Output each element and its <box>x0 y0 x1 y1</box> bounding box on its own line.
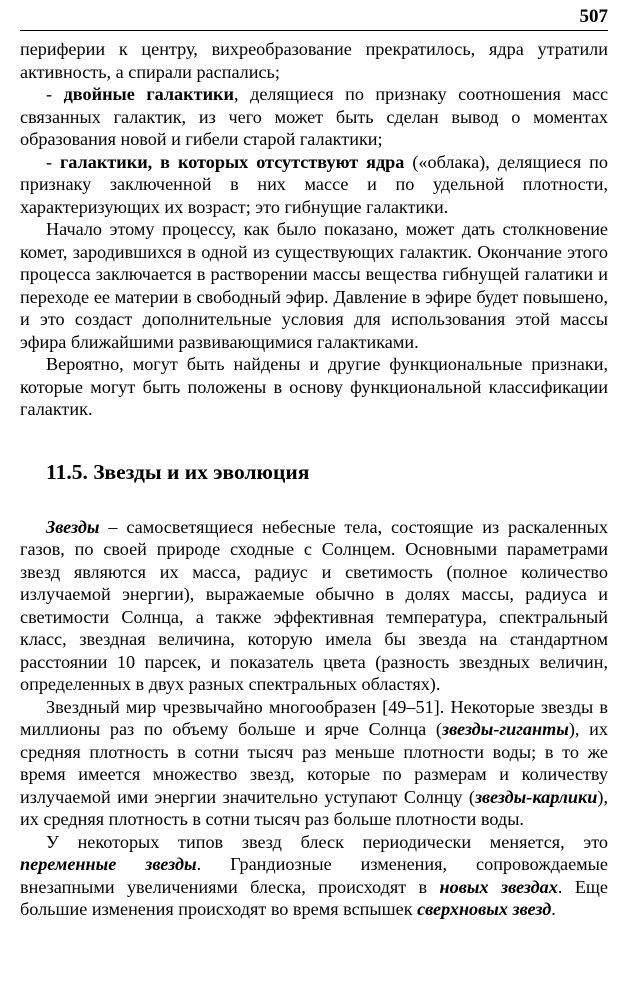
term-coreless-galaxies: галактики, в которых отсутствуют ядра <box>60 151 405 172</box>
paragraph-classification: Вероятно, могут быть найдены и другие функциональные признаки, которые могут быть положены в основу функциональной классификации галактик. <box>20 354 608 419</box>
page-content <box>20 38 608 921</box>
term-stars: Звезды <box>46 516 100 537</box>
list-item-coreless-galaxies: - галактики, в которых отсутствуют ядра («облака), делящиеся по признаку заключенной в них массе и по удельной плотности, характеризующих их возраст; это гибнущие галактики. <box>20 151 608 217</box>
term-variable-stars: переменные звезды <box>20 854 197 874</box>
page-header <box>20 0 608 31</box>
term-dwarf-stars: звезды-карлики <box>474 786 598 807</box>
page-number: 507 <box>579 6 608 27</box>
term-double-galaxies: двойные галактики <box>63 84 235 104</box>
list-item-double-galaxies: - двойные галактики, делящиеся по признаку соотношения масс связанных галактик, из чего может быть сделан вывод о моментах образования новой и гибели старой галактики; <box>20 84 609 149</box>
term-giant-stars: звезды-гиганты <box>441 719 569 739</box>
paragraph-star-diversity: Звездный мир чрезвычайно многообразен [49–51]. Некоторые звезды в миллионы раз по объему больше и ярче Солнца (звезды-гиганты), их средняя плотность в сотни тысяч раз меньше плотности воды; в то же время имеется множество звезд, которые по размерам и количеству излучаемой ими энергии значительно уступают Солнцу (звезды-карлики), их средняя плотность в сотни тысяч раз больше плотности воды. <box>20 696 608 829</box>
paragraph-comet-collision: Начало этому процессу, как было показано, может дать столкновение комет, зародившихся в одной из существующих галактик. Окончание этого процесса заключается в растворении массы вещества гибнущей галатики и переходе ее материи в свободный эфир. Давление в эфире будет повышено, и это создаст дополнительные условия для использования этой массы эфира ближайшими развивающимися галактиками. <box>20 219 608 352</box>
paragraph-spirals: периферии к центру, вихреобразование прекратилось, ядра утратили активность, а спирали распались; <box>20 39 608 82</box>
paragraph-stars-definition: Звезды – самосветящиеся небесные тела, состоящие из раскаленных газов, по своей природе сходные с Солнцем. Основными параметрами звезд являются их масса, радиус и светимость (полное количество излучаемой энергии), выражаемые обычно в долях массы, радиуса и светимости Солнца, а также эффективная температура, спектральный класс, звездная величина, которую имела бы звезда на стандартном расстоянии 10 парсек, и показатель цвета (разность звездных величин, определенных в двух разных спектральных областях). <box>20 516 608 694</box>
paragraph-variable-stars: У некоторых типов звезд блеск периодически меняется, это переменные звезды. Грандиозные изменения, сопровождаемые внезапными увеличениями блеска, происходят в новых звездах. Еще большие изменения происходят во время вспышек сверхновых звезд. <box>20 831 609 919</box>
section-title: 11.5. Звезды и их эволюция <box>46 459 310 484</box>
term-supernovae: сверхновых звезд <box>417 899 552 919</box>
term-novae: новых звездах <box>439 876 558 897</box>
